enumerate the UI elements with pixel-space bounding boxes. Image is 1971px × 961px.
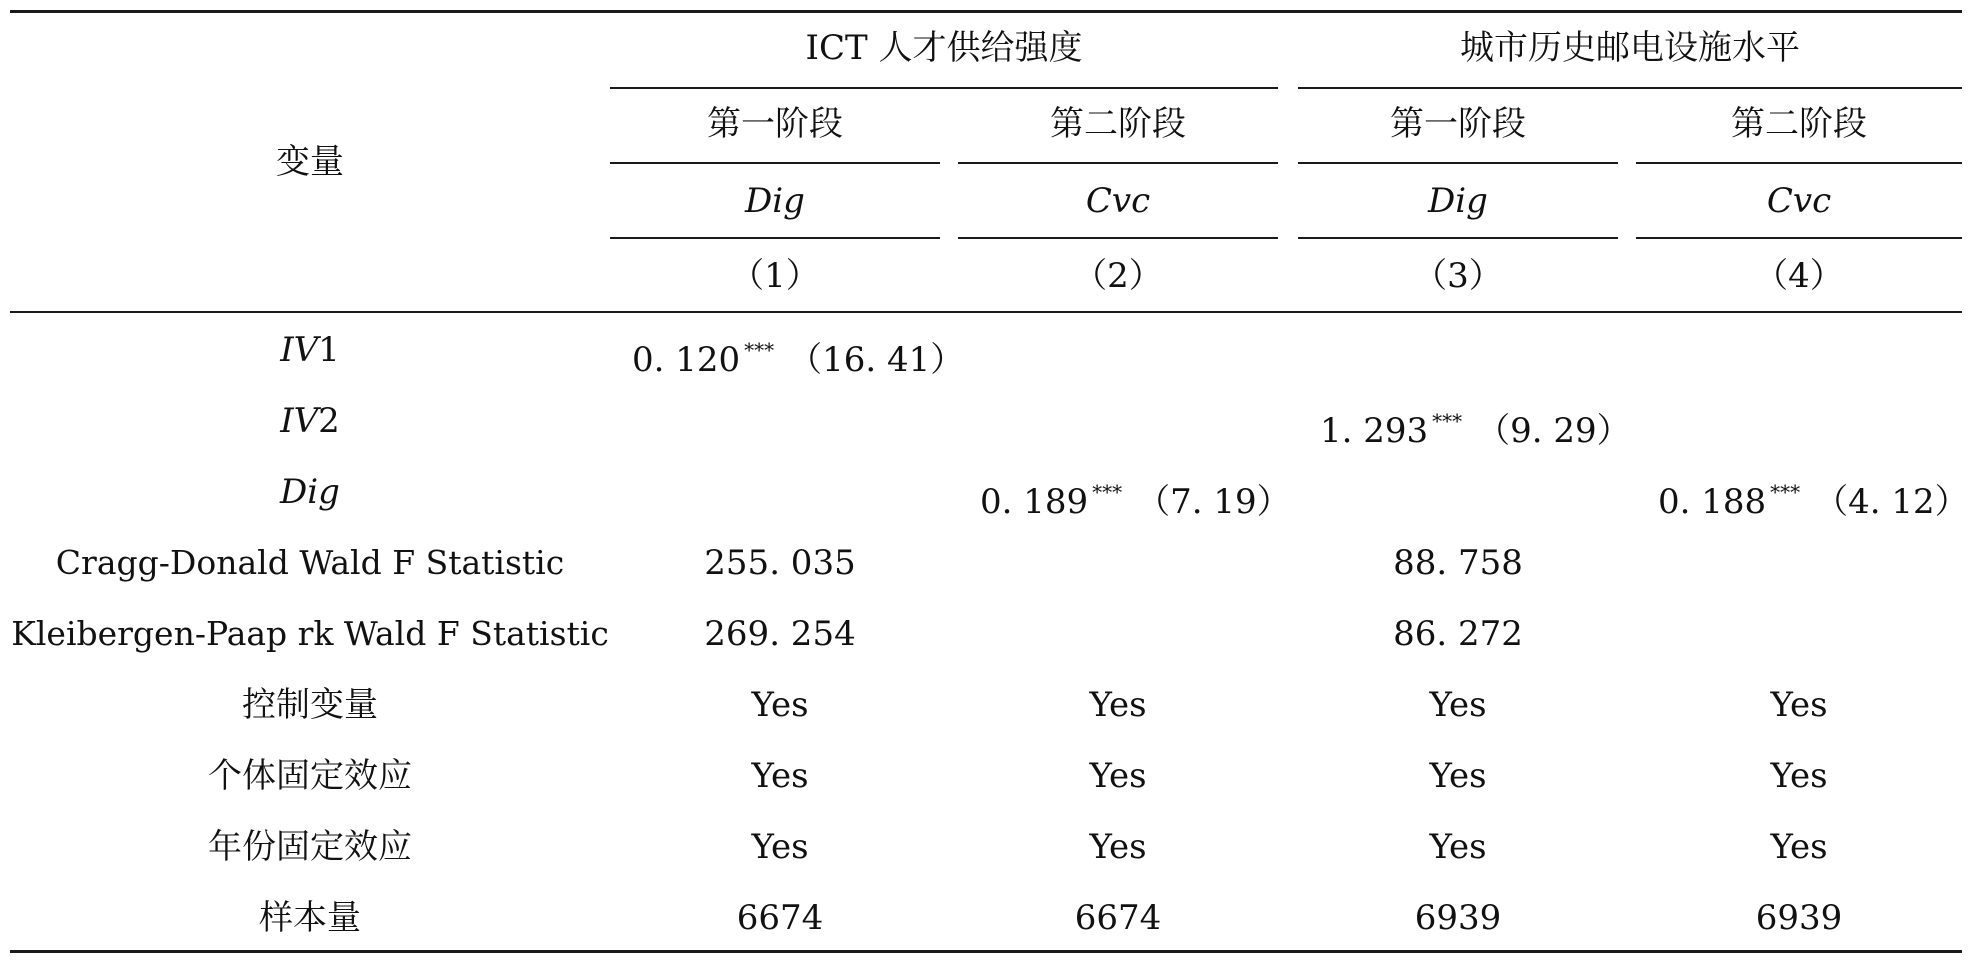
row-label-sample-size: 样本量 <box>259 898 361 938</box>
dig-cell-2 <box>980 472 1291 522</box>
year-fe-value-2: Yes <box>1089 827 1147 867</box>
iv2-label-rest: 2 <box>318 401 340 441</box>
dep-var-2: Cvc <box>1085 181 1151 221</box>
iv1-coef: 0. 120 <box>632 340 741 380</box>
sample-size-value-4: 6939 <box>1755 898 1843 938</box>
controls-value-3: Yes <box>1429 685 1487 725</box>
stage-label-2: 第二阶段 <box>1050 104 1186 144</box>
iv2-stars: *** <box>1432 409 1463 433</box>
col-number-1: （1） <box>730 256 820 296</box>
depvar-rule-3 <box>1298 237 1618 239</box>
stage-label-1: 第一阶段 <box>707 104 843 144</box>
sample-size-value-1: 6674 <box>736 898 824 938</box>
bottom-rule <box>10 950 1962 953</box>
iv2-tstat: （9. 29） <box>1476 411 1631 451</box>
depvar-rule-2 <box>958 237 1278 239</box>
iv1-tstat: （16. 41） <box>788 340 965 380</box>
col-number-4: （4） <box>1754 256 1844 296</box>
dig-stars-4: *** <box>1770 480 1801 504</box>
iv1-label-rest: 1 <box>318 330 340 370</box>
group-title-ict: ICT 人才供给强度 <box>805 28 1083 68</box>
year-fe-value-4: Yes <box>1770 827 1828 867</box>
controls-value-2: Yes <box>1089 685 1147 725</box>
group-title-postal: 城市历史邮电设施水平 <box>1460 28 1800 68</box>
iv1-label-italic: IV <box>280 330 319 370</box>
iv1-cell <box>632 330 964 380</box>
dig-tstat-2: （7. 19） <box>1136 482 1291 522</box>
stage-rule-4 <box>1636 162 1962 164</box>
row-label-indiv-fe: 个体固定效应 <box>208 756 412 796</box>
cragg-value-1: 255. 035 <box>704 543 856 583</box>
controls-value-1: Yes <box>751 685 809 725</box>
dig-stars-2: *** <box>1092 480 1123 504</box>
indiv-fe-value-1: Yes <box>751 756 809 796</box>
year-fe-value-3: Yes <box>1429 827 1487 867</box>
col-number-3: （3） <box>1413 256 1503 296</box>
stage-label-4: 第二阶段 <box>1731 104 1867 144</box>
stage-rule-3 <box>1298 162 1618 164</box>
row-label-dig: Dig <box>280 472 340 512</box>
col-number-2: （2） <box>1073 256 1163 296</box>
row-label-cragg: Cragg-Donald Wald F Statistic <box>55 543 565 582</box>
indiv-fe-value-4: Yes <box>1770 756 1828 796</box>
group2-rule <box>1298 87 1962 89</box>
dig-cell-4 <box>1658 472 1969 522</box>
dep-var-3: Dig <box>1428 181 1488 221</box>
header-bottom-rule <box>10 311 1962 313</box>
iv2-label-italic: IV <box>280 401 319 441</box>
iv2-cell <box>1320 401 1631 451</box>
dep-var-4: Cvc <box>1766 181 1832 221</box>
dig-tstat-4: （4. 12） <box>1814 482 1969 522</box>
kp-value-1: 269. 254 <box>704 614 856 654</box>
sample-size-value-2: 6674 <box>1074 898 1162 938</box>
indiv-fe-value-3: Yes <box>1429 756 1487 796</box>
iv1-stars: *** <box>744 338 775 362</box>
year-fe-value-1: Yes <box>751 827 809 867</box>
stage-rule-1 <box>610 162 940 164</box>
sample-size-value-3: 6939 <box>1414 898 1502 938</box>
depvar-rule-4 <box>1636 237 1962 239</box>
indiv-fe-value-2: Yes <box>1089 756 1147 796</box>
group1-rule <box>610 87 1278 89</box>
top-rule <box>10 10 1962 13</box>
iv2-coef: 1. 293 <box>1320 411 1429 451</box>
row-label-iv1 <box>10 330 610 370</box>
cragg-value-3: 88. 758 <box>1393 543 1523 583</box>
variable-header: 变量 <box>276 142 344 182</box>
controls-value-4: Yes <box>1770 685 1828 725</box>
dig-coef-4: 0. 188 <box>1658 482 1767 522</box>
row-label-iv2 <box>10 401 610 441</box>
dep-var-1: Dig <box>745 181 805 221</box>
kp-value-3: 86. 272 <box>1393 614 1523 654</box>
row-label-controls: 控制变量 <box>242 685 378 725</box>
row-label-year-fe: 年份固定效应 <box>208 827 412 867</box>
row-label-kp: Kleibergen-Paap rk Wald F Statistic <box>11 614 609 653</box>
dig-coef-2: 0. 189 <box>980 482 1089 522</box>
depvar-rule-1 <box>610 237 940 239</box>
stage-rule-2 <box>958 162 1278 164</box>
stage-label-3: 第一阶段 <box>1390 104 1526 144</box>
